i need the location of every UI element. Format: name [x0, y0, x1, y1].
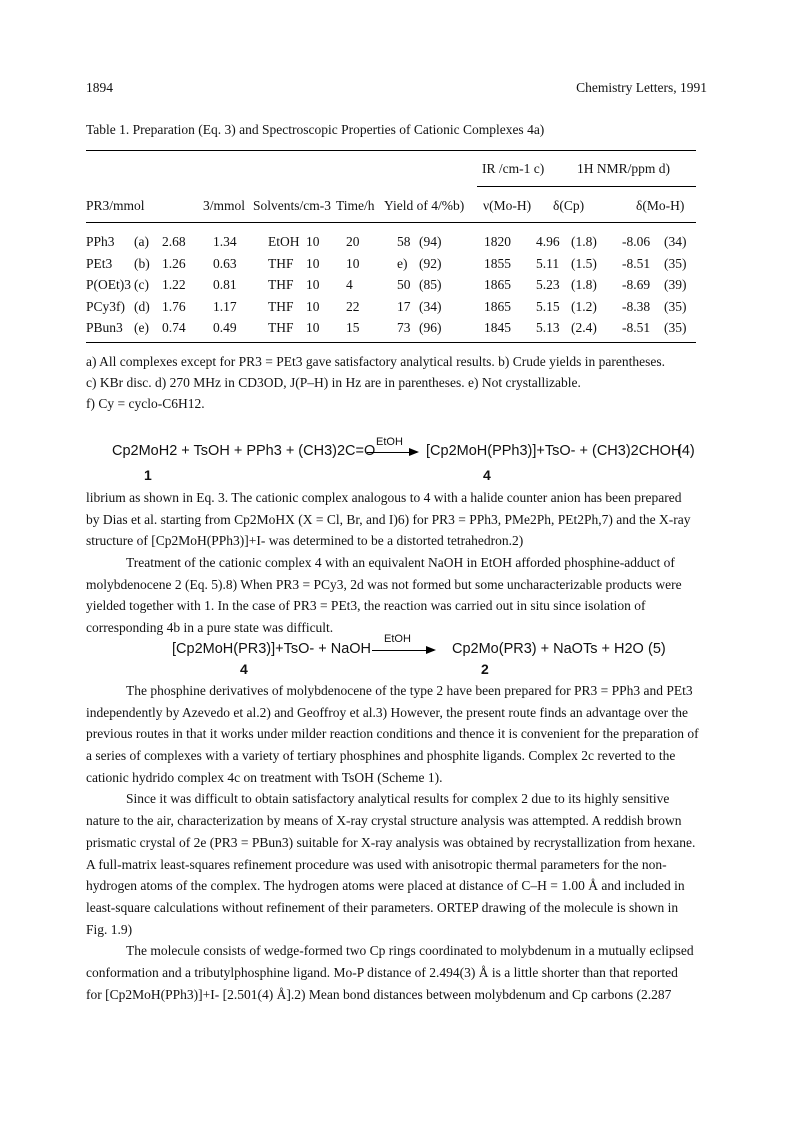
cp-coupling-cell: (1.8): [571, 234, 597, 249]
cp-coupling-cell: (1.8): [571, 277, 597, 292]
cp-shift-cell: 5.23: [536, 277, 560, 292]
eq5-reagent: EtOH: [384, 633, 411, 645]
mmol3-cell: 0.49: [213, 320, 237, 335]
reaction-arrow-icon: [367, 452, 417, 453]
col-header-yield: Yield of 4/%b): [384, 198, 465, 213]
complex-id-cell: (a): [134, 234, 149, 249]
pr3-cell: PBun3: [86, 320, 123, 335]
pr3-mmol-cell: 0.74: [162, 320, 186, 335]
cp-coupling-cell: (1.5): [571, 255, 597, 271]
pr3-mmol-cell: 1.76: [162, 298, 186, 314]
pr3-cell: PCy3f): [86, 298, 126, 314]
reaction-arrow-icon: [372, 650, 434, 651]
solvent-cell: THF: [268, 277, 294, 292]
col-header-cp: δ(Cp): [553, 198, 585, 213]
solvent-cell: EtOH: [268, 234, 300, 249]
pr3-cell: PEt3: [86, 255, 113, 271]
solvent-cell: THF: [268, 298, 294, 314]
mmol3-cell: 1.17: [213, 298, 237, 314]
col-header-3mmol: 3/mmol: [203, 198, 246, 213]
crude-yield-cell: (34): [419, 298, 442, 314]
body-paragraph: librium as shown in Eq. 3. The cationic complex analogous to 4 with a halide counter anion has been prepared by Dias et al. starting from Cp2MoHX (X = Cl, Br, and I)6) for PR3 = PPh3, PMe2Ph, PEt2Ph,7) and the X-ray structure of [Cp2MoH(PPh3)]+I- was determined to be a distorted tetrahedron.2) Treatment of the cationic complex 4 with an equivalent NaOH in EtOH afforded phosphine-adduct of molybdenocene 2 (Eq. 5).8) When PR3 = PCy3, 2d was not formed but some uncharacterizable products were yielded together with 1. In the case of PR3 = PEt3, the reaction was carried out in situ since isolation of corresponding 4b in a pure state was difficult.: [86, 490, 691, 636]
ir-group-header: IR /cm-1 c): [482, 161, 545, 176]
table-row: [0, 299, 793, 319]
cp-coupling-cell: (1.2): [571, 298, 597, 314]
moh-coupling-cell: (34): [664, 234, 687, 249]
eq5-number: (5): [648, 641, 666, 657]
solvent-volume-cell: 10: [306, 234, 320, 249]
cp-shift-cell: 5.13: [536, 320, 560, 335]
mmol3-cell: 0.81: [213, 277, 237, 292]
pr3-mmol-cell: 1.22: [162, 277, 186, 292]
moh-shift-cell: -8.06: [622, 234, 651, 249]
table-footnote: c) KBr disc. d) 270 MHz in CD3OD, J(P–H) in Hz are in parentheses. e) Not crystallizable.: [86, 375, 581, 390]
col-header-pr3: PR3/mmol: [86, 198, 145, 213]
time-cell: 15: [346, 320, 360, 335]
table-row: [0, 277, 793, 297]
crude-yield-cell: (85): [419, 277, 442, 292]
cp-shift-cell: 5.15: [536, 298, 560, 314]
yield-cell: 58: [397, 234, 411, 249]
body-paragraph: The phosphine derivatives of molybdenocene of the type 2 have been prepared for PR3 = PPh3 and PEt3 independently by Azevedo et al.2) and Geoffroy et al.3) However, the present route finds an advantage over the previous routes in that it works under milder reaction conditions and thence it is convenient for the preparation of a series of complexes with a variety of tertiary phosphines and phosphite ligands. Complex 2c reverted to the cationic hydrido complex 4c on treatment with TsOH (Scheme 1). Since it was difficult to obtain satisfactory analytical results for complex 2 due to its highly sensitive nature to the air, characterization by means of X-ray crystal structure analysis was attempted. A reddish brown prismatic crystal of 2e (PR3 = PBun3) suitable for X-ray analysis was obtained by recrystallization from hexane. A full-matrix least-squares refinement procedure was used with anisotropic thermal parameters for the non- hydrogen atoms of the complex. The hydrogen atoms were placed at distance of C–H = 1.00 Å and included in least-square calculations without refinement of their parameters. ORTEP drawing of the molecule is shown in Fig. 1.9) The molecule consists of wedge-formed two Cp rings coordinated to molybdenum in a mutually eclipsed conformation and a tributylphosphine ligand. Mo-P distance of 2.494(3) Å is a little shorter than that reported for [Cp2MoH(PPh3)]+I- [2.501(4) Å].2) Mean bond distances between molybdenum and Cp carbons (2.287: [86, 683, 699, 1002]
moh-coupling-cell: (35): [664, 255, 687, 271]
table-row: [0, 234, 793, 254]
eq4-label-4: 4: [483, 467, 491, 483]
page-number: 1894: [86, 80, 113, 95]
eq5-reactants: [Cp2MoH(PR3)]+TsO- + NaOH: [172, 641, 372, 657]
table-footnote: a) All complexes except for PR3 = PEt3 gave satisfactory analytical results. b) Crude yields in parentheses.: [86, 354, 665, 369]
col-header-ir: ν(Mo-H): [483, 198, 532, 213]
table-top-rule: [86, 150, 696, 151]
solvent-volume-cell: 10: [306, 320, 320, 335]
yield-cell: 17: [397, 298, 411, 314]
group-rule: [477, 186, 696, 187]
cp-shift-cell: 5.11: [536, 255, 560, 271]
table-footnote: f) Cy = cyclo-C6H12.: [86, 396, 205, 411]
moh-coupling-cell: (35): [664, 298, 687, 314]
time-cell: 22: [346, 298, 360, 314]
table-caption: Table 1. Preparation (Eq. 3) and Spectroscopic Properties of Cationic Complexes 4a): [86, 122, 545, 137]
complex-id-cell: (d): [134, 298, 150, 314]
complex-id-cell: (b): [134, 255, 150, 271]
time-cell: 4: [346, 277, 353, 292]
crude-yield-cell: (96): [419, 320, 442, 335]
mmol3-cell: 0.63: [213, 255, 237, 271]
table-row: [0, 320, 793, 340]
crude-yield-cell: (92): [419, 255, 442, 271]
pr3-mmol-cell: 1.26: [162, 255, 186, 271]
ir-value-cell: 1865: [484, 298, 511, 314]
solvent-volume-cell: 10: [306, 277, 320, 292]
eq4-products: [Cp2MoH(PPh3)]+TsO- + (CH3)2CHOH: [426, 443, 682, 459]
solvent-volume-cell: 10: [306, 298, 320, 314]
col-header-moh: δ(Mo-H): [636, 198, 685, 213]
yield-cell: 50: [397, 277, 411, 292]
table-bottom-rule: [86, 342, 696, 343]
yield-cell: 73: [397, 320, 411, 335]
mmol3-cell: 1.34: [213, 234, 237, 249]
crude-yield-cell: (94): [419, 234, 442, 249]
complex-id-cell: (c): [134, 277, 149, 292]
time-cell: 20: [346, 234, 360, 249]
table-row: [0, 256, 793, 276]
cp-shift-cell: 4.96: [536, 234, 560, 249]
moh-shift-cell: -8.38: [622, 298, 651, 314]
moh-shift-cell: -8.69: [622, 277, 651, 292]
col-header-solvent: Solvents/cm-3: [253, 198, 331, 213]
pr3-mmol-cell: 2.68: [162, 234, 186, 249]
eq4-number: (4): [677, 443, 695, 459]
pr3-cell: P(OEt)3: [86, 277, 131, 292]
solvent-volume-cell: 10: [306, 255, 320, 271]
complex-id-cell: (e): [134, 320, 149, 335]
moh-coupling-cell: (39): [664, 277, 687, 292]
col-header-time: Time/h: [336, 198, 375, 213]
eq5-label-4: 4: [240, 661, 248, 677]
cp-coupling-cell: (2.4): [571, 320, 597, 335]
solvent-cell: THF: [268, 320, 294, 335]
ir-value-cell: 1865: [484, 277, 511, 292]
eq4-reagent: EtOH: [376, 436, 403, 448]
moh-coupling-cell: (35): [664, 320, 687, 335]
moh-shift-cell: -8.51: [622, 255, 651, 271]
nmr-group-header: 1H NMR/ppm d): [577, 161, 671, 176]
eq5-label-2: 2: [481, 661, 489, 677]
table-header-rule: [86, 222, 696, 223]
eq4-reactants: Cp2MoH2 + TsOH + PPh3 + (CH3)2C=O: [112, 443, 376, 459]
solvent-cell: THF: [268, 255, 294, 271]
eq4-label-1: 1: [144, 467, 152, 483]
journal-name: Chemistry Letters, 1991: [576, 80, 707, 95]
moh-shift-cell: -8.51: [622, 320, 651, 335]
ir-value-cell: 1820: [484, 234, 511, 249]
pr3-cell: PPh3: [86, 234, 115, 249]
time-cell: 10: [346, 255, 360, 271]
ir-value-cell: 1855: [484, 255, 511, 271]
yield-cell: e): [397, 255, 408, 271]
ir-value-cell: 1845: [484, 320, 511, 335]
eq5-products: Cp2Mo(PR3) + NaOTs + H2O: [452, 641, 644, 657]
